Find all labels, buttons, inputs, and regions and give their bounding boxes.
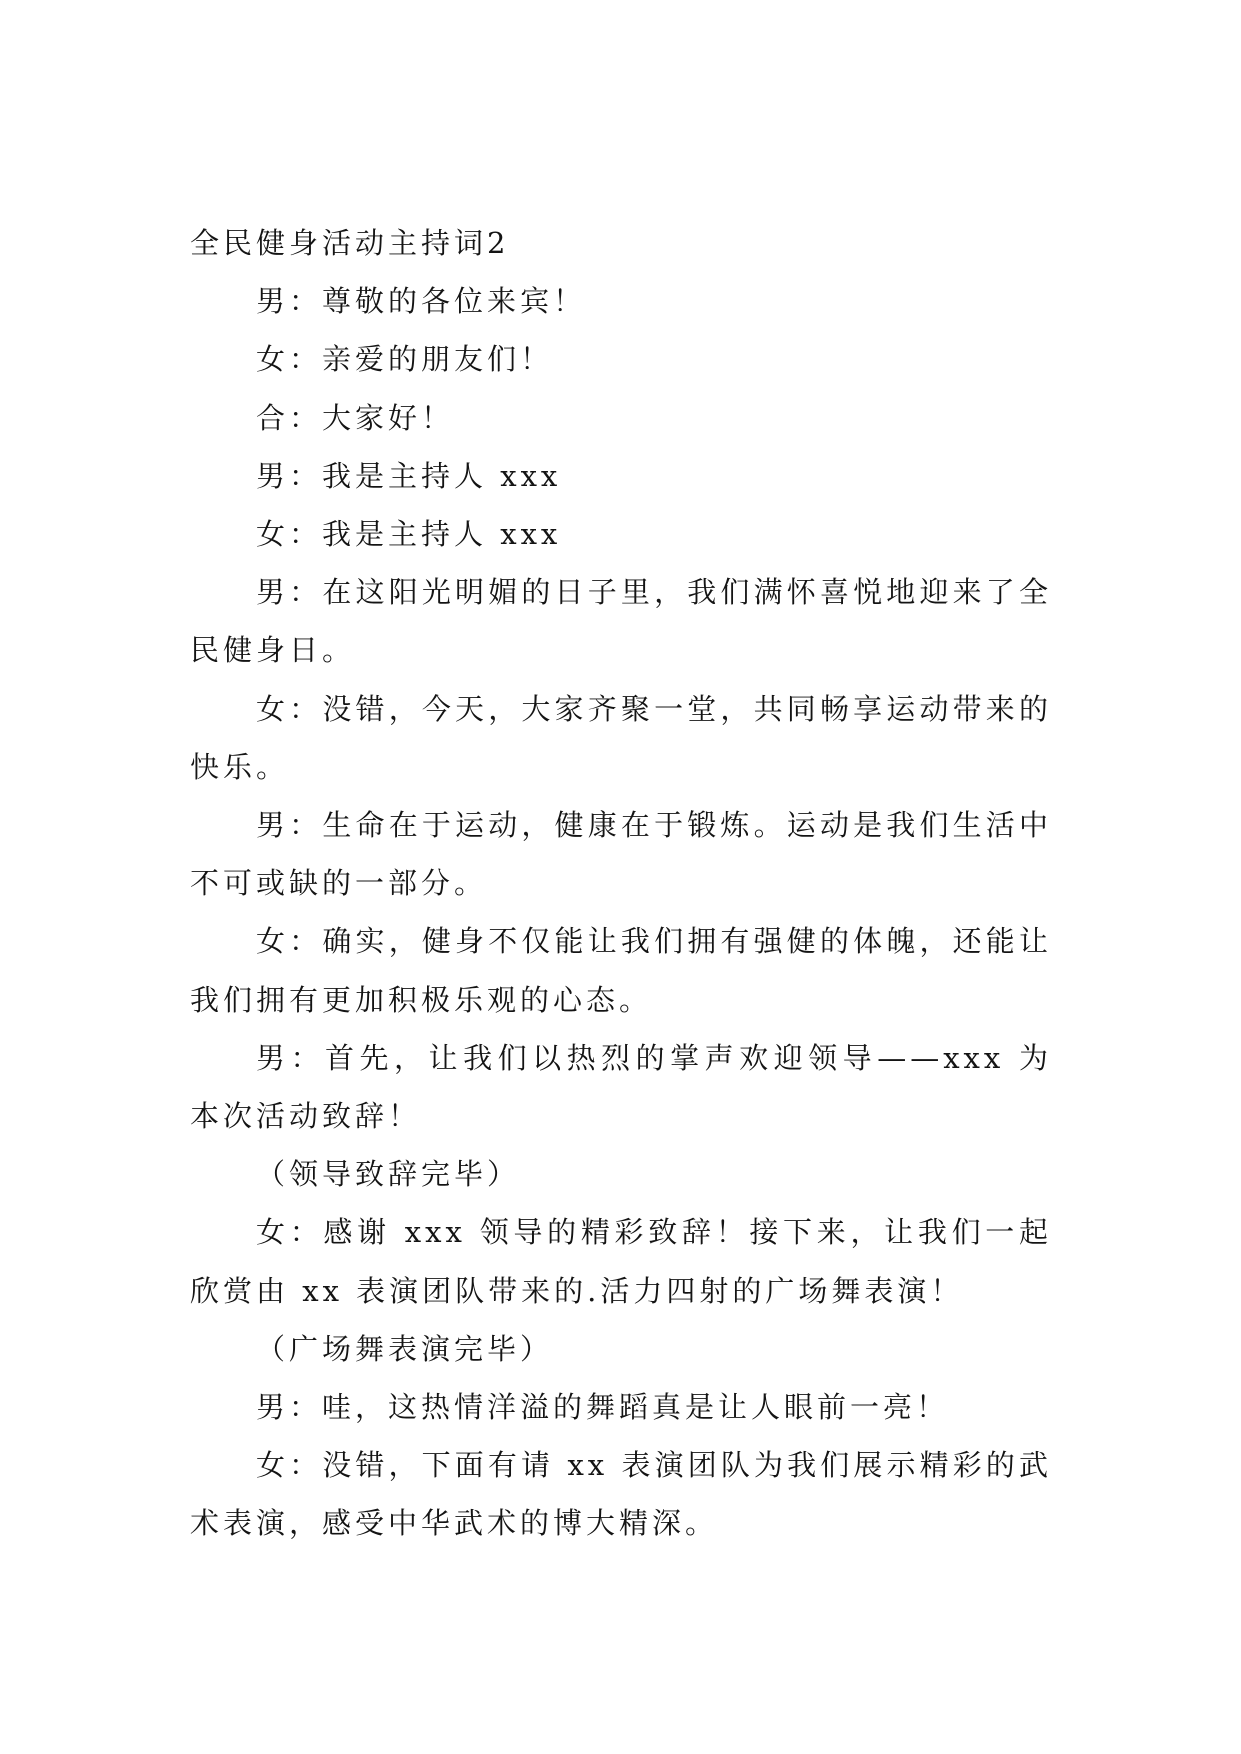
document-title: 全民健身活动主持词2: [190, 226, 510, 260]
stage-direction: （广场舞表演完毕）: [256, 1331, 554, 1366]
dialogue-line: 女：没错，今天，大家齐聚一堂，共同畅享运动带来的快乐。: [190, 691, 1052, 784]
dialogue-line: 男：首先，让我们以热烈的掌声欢迎领导——xxx 为本次活动致辞！: [190, 1040, 1052, 1134]
stage-direction: （领导致辞完毕）: [256, 1157, 521, 1192]
dialogue-line: 男：尊敬的各位来宾！: [256, 284, 587, 319]
document-body: [190, 214, 1052, 1553]
dialogue-line: 男：生命在于运动，健康在于锻炼。运动是我们生活中不可或缺的一部分。: [190, 808, 1052, 901]
dialogue-line: 女：我是主持人 xxx: [256, 517, 562, 552]
dialogue-line: 合：大家好！: [256, 400, 455, 435]
dialogue-line: 女：感谢 xxx 领导的精彩致辞！接下来，让我们一起欣赏由 xx 表演团队带来的.活力四射的广场舞表演！: [190, 1215, 1052, 1308]
dialogue-line: 男：哇，这热情洋溢的舞蹈真是让人眼前一亮！: [256, 1390, 950, 1425]
dialogue-line: 男：我是主持人 xxx: [256, 458, 562, 493]
dialogue-line: 女：亲爱的朋友们！: [256, 342, 554, 377]
dialogue-line: 女：确实，健身不仅能让我们拥有强健的体魄，还能让我们拥有更加积极乐观的心态。: [190, 924, 1052, 1017]
dialogue-line: 男：在这阳光明媚的日子里，我们满怀喜悦地迎来了全民健身日。: [190, 575, 1052, 668]
dialogue-line: 女：没错，下面有请 xx 表演团队为我们展示精彩的武术表演，感受中华武术的博大精深。: [190, 1448, 1052, 1541]
